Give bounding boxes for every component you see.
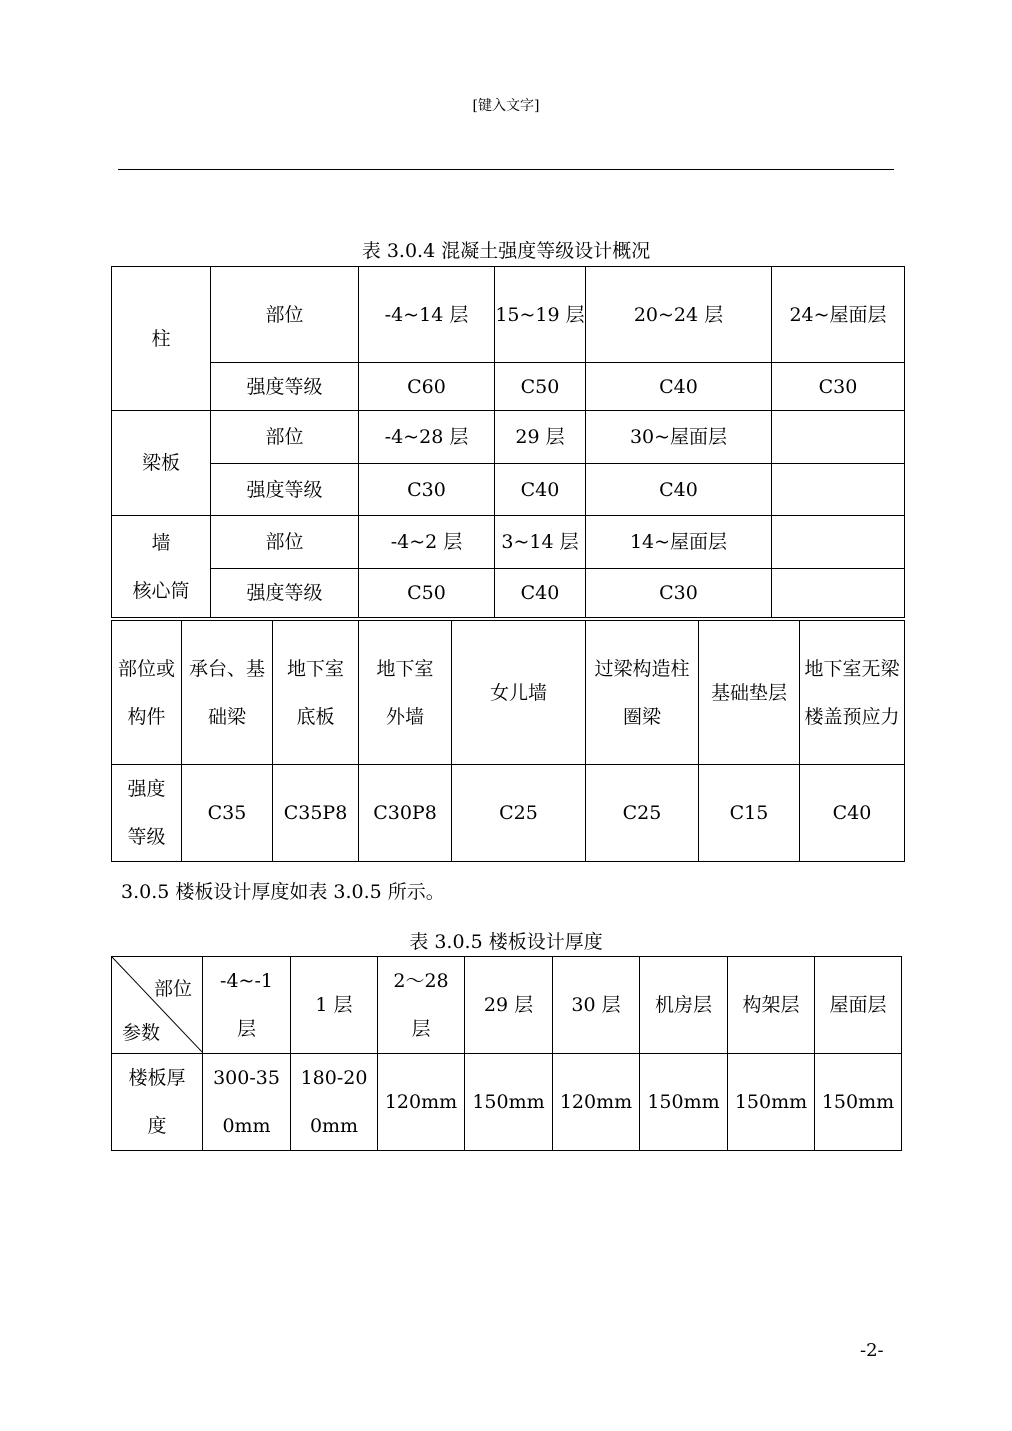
table-3-0-5	[111, 956, 902, 1151]
member-grade-5: C25	[586, 765, 699, 862]
table-3-0-4-upper	[111, 266, 905, 618]
corner-header	[112, 957, 203, 1054]
floor-col-2: 1 层	[291, 957, 378, 1054]
wall-grade-empty	[772, 569, 905, 618]
wall-grade-2: C40	[495, 569, 586, 618]
thickness-7: 150mm	[728, 1054, 815, 1151]
member-name-6: 基础垫层	[699, 621, 800, 765]
beam-part-1: -4~28 层	[359, 411, 495, 464]
column-grade-label: 强度等级	[211, 363, 359, 411]
slab-thickness-label: 楼板厚度	[112, 1054, 203, 1151]
member-grade-3: C30P8	[359, 765, 452, 862]
members-grade-label: 强度等级	[112, 765, 182, 862]
thickness-6: 150mm	[640, 1054, 728, 1151]
thickness-5: 120mm	[553, 1054, 640, 1151]
floor-col-4: 29 层	[465, 957, 553, 1054]
thickness-1: 300-350mm	[203, 1054, 291, 1151]
floor-col-1: -4~-1 层	[203, 957, 291, 1054]
thickness-2: 180-200mm	[291, 1054, 378, 1151]
beam-grade-label: 强度等级	[211, 464, 359, 516]
member-name-3: 地下室外墙	[359, 621, 452, 765]
wall-part-empty	[772, 516, 905, 569]
member-name-5: 过梁构造柱圈梁	[586, 621, 699, 765]
beam-part-2: 29 层	[495, 411, 586, 464]
wall-part-1: -4~2 层	[359, 516, 495, 569]
column-grade-4: C30	[772, 363, 905, 411]
beam-grade-3: C40	[586, 464, 772, 516]
wall-grade-1: C50	[359, 569, 495, 618]
beam-grade-empty	[772, 464, 905, 516]
member-grade-2: C35P8	[273, 765, 359, 862]
beam-part-empty	[772, 411, 905, 464]
member-grade-4: C25	[452, 765, 586, 862]
table-3-0-4-caption: 表 3.0.4 混凝土强度等级设计概况	[361, 240, 651, 262]
corner-bottom-label: 参数	[122, 1022, 161, 1044]
page-number: -2-	[860, 1340, 884, 1361]
column-part-3: 20~24 层	[586, 267, 772, 363]
wall-part-3: 14~屋面层	[586, 516, 772, 569]
table-3-0-5-caption: 表 3.0.5 楼板设计厚度	[409, 931, 603, 953]
floor-col-6: 机房层	[640, 957, 728, 1054]
wall-grade-label: 强度等级	[211, 569, 359, 618]
member-grade-1: C35	[182, 765, 273, 862]
wall-label-line2: 核心筒	[132, 579, 190, 602]
wall-label-line1: 墙	[151, 531, 171, 554]
column-part-2: 15~19 层	[495, 267, 586, 363]
column-grade-3: C40	[586, 363, 772, 411]
floor-col-8: 屋面层	[815, 957, 902, 1054]
header-rule	[118, 169, 894, 170]
column-part-1: -4~14 层	[359, 267, 495, 363]
column-grade-1: C60	[359, 363, 495, 411]
thickness-4: 150mm	[465, 1054, 553, 1151]
floor-col-3: 2～28 层	[378, 957, 465, 1054]
beam-part-label: 部位	[211, 411, 359, 464]
thickness-8: 150mm	[815, 1054, 902, 1151]
corner-top-label: 部位	[153, 978, 192, 1000]
member-name-4: 女儿墙	[452, 621, 586, 765]
page-header: [键入文字]	[472, 98, 540, 114]
beam-grade-1: C30	[359, 464, 495, 516]
column-part-label: 部位	[211, 267, 359, 363]
column-grade-2: C50	[495, 363, 586, 411]
wall-grade-3: C30	[586, 569, 772, 618]
member-name-7: 地下室无梁楼盖预应力	[800, 621, 905, 765]
beam-grade-2: C40	[495, 464, 586, 516]
floor-col-7: 构架层	[728, 957, 815, 1054]
wall-label	[112, 516, 211, 618]
beam-label: 梁板	[112, 411, 211, 516]
column-label: 柱	[112, 267, 211, 411]
member-name-1: 承台、基础梁	[182, 621, 273, 765]
member-grade-6: C15	[699, 765, 800, 862]
wall-part-label: 部位	[211, 516, 359, 569]
member-grade-7: C40	[800, 765, 905, 862]
wall-part-2: 3~14 层	[495, 516, 586, 569]
members-head-label: 部位或构件	[112, 621, 182, 765]
column-part-4: 24~屋面层	[772, 267, 905, 363]
floor-col-5: 30 层	[553, 957, 640, 1054]
member-name-2: 地下室底板	[273, 621, 359, 765]
section-3-0-5-text: 3.0.5 楼板设计厚度如表 3.0.5 所示。	[121, 881, 445, 903]
thickness-3: 120mm	[378, 1054, 465, 1151]
table-3-0-4-members	[111, 620, 905, 862]
beam-part-3: 30~屋面层	[586, 411, 772, 464]
